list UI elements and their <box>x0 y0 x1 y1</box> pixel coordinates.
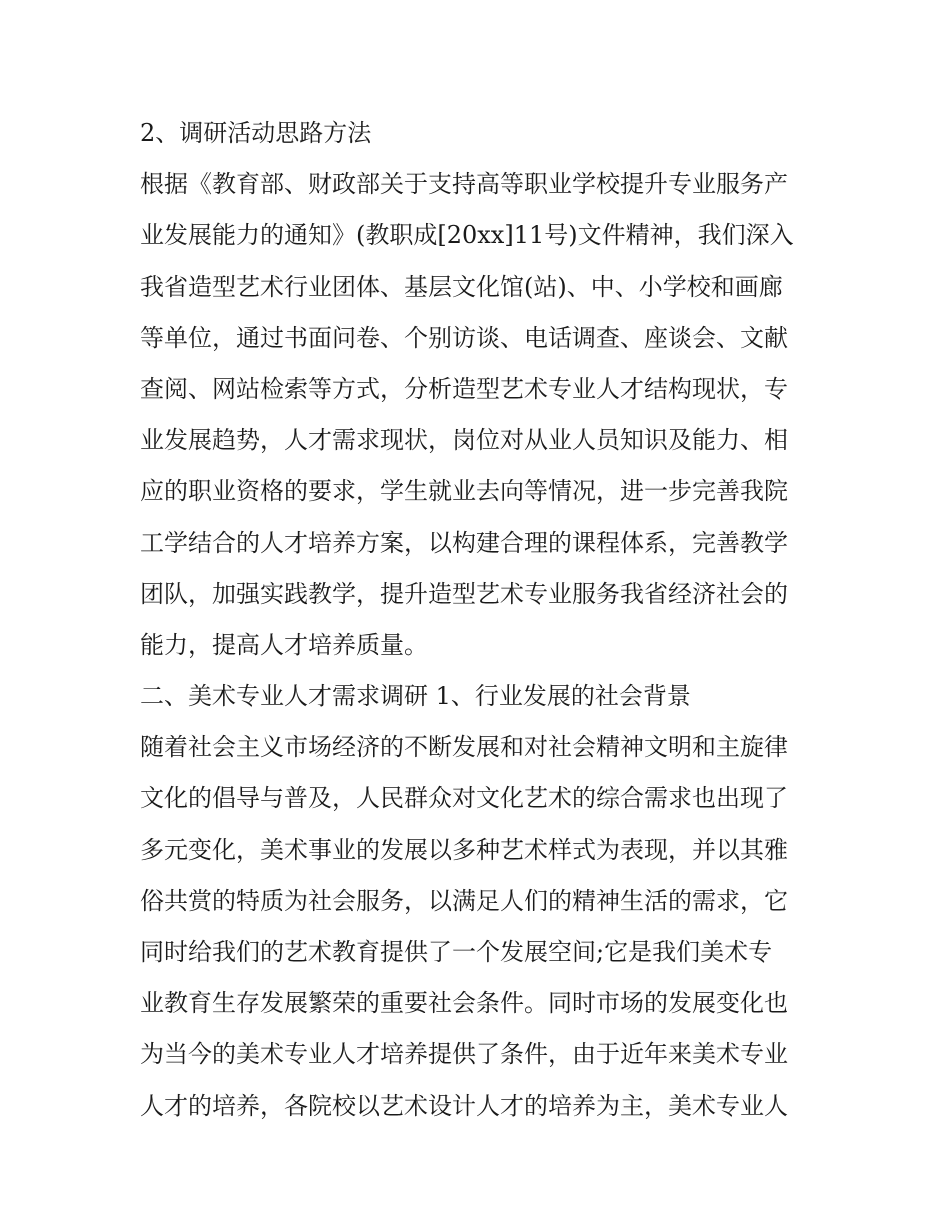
paragraph-line: 文化的倡导与普及，人民群众对文化艺术的综合需求也出现了 <box>140 784 788 813</box>
paragraph-line: 工学结合的人才培养方案，以构建合理的课程体系，完善教学 <box>140 528 788 557</box>
paragraph-line: 我省造型艺术行业团体、基层文化馆(站)、中、小学校和画廊 <box>140 272 783 301</box>
document-body <box>140 108 820 1132</box>
section-heading: 2、调研活动思路方法 <box>140 119 372 147</box>
paragraph-line: 多元变化，美术事业的发展以多种艺术样式为表现，并以其雅 <box>140 835 788 864</box>
paragraph-line: 应的职业资格的要求，学生就业去向等情况，进一步完善我院 <box>140 477 788 506</box>
paragraph-line: 业发展能力的通知》(教职成[20xx]11号)文件精神，我们深入 <box>140 221 794 250</box>
paragraph-line: 业发展趋势，人才需求现状，岗位对从业人员知识及能力、相 <box>140 426 788 455</box>
paragraph-line: 能力，提高人才培养质量。 <box>140 630 428 659</box>
paragraph-line: 等单位，通过书面问卷、个别访谈、电话调查、座谈会、文献 <box>140 323 788 352</box>
paragraph-line: 同时给我们的艺术教育提供了一个发展空间;它是我们美术专 <box>140 938 773 966</box>
paragraph-line: 人才的培养，各院校以艺术设计人才的培养为主，美术专业人 <box>140 1091 788 1120</box>
paragraph-line: 俗共赏的特质为社会服务，以满足人们的精神生活的需求，它 <box>140 886 788 915</box>
paragraph-line: 查阅、网站检索等方式，分析造型艺术专业人才结构现状，专 <box>140 374 788 403</box>
paragraph-line: 团队，加强实践教学，提升造型艺术专业服务我省经济社会的 <box>140 579 788 608</box>
paragraph-line: 根据《教育部、财政部关于支持高等职业学校提升专业服务产 <box>140 170 788 199</box>
paragraph-line: 业教育生存发展繁荣的重要社会条件。同时市场的发展变化也 <box>140 989 788 1018</box>
paragraph-line: 为当今的美术专业人才培养提供了条件，由于近年来美术专业 <box>140 1040 788 1069</box>
section-heading: 二、美术专业人才需求调研 1、行业发展的社会背景 <box>140 682 691 711</box>
paragraph-line: 随着社会主义市场经济的不断发展和对社会精神文明和主旋律 <box>140 733 788 762</box>
